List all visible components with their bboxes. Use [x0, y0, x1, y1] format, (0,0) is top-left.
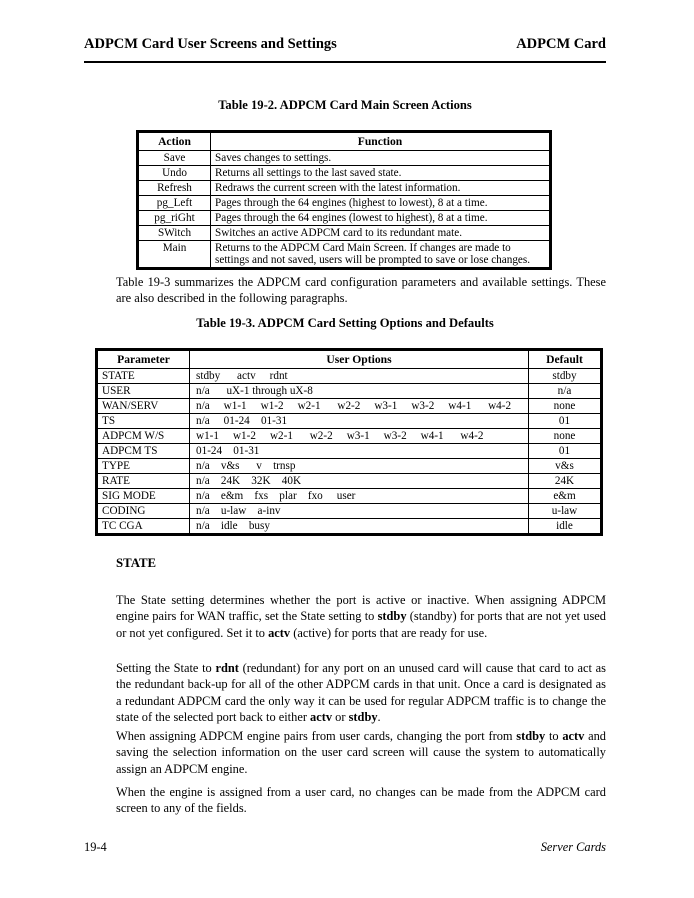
table-row [139, 181, 550, 196]
cell-user-options [190, 429, 529, 444]
column-header-parameter: Parameter [98, 351, 190, 369]
cell-parameter: SIG MODE [98, 489, 190, 504]
state-paragraph-1: The State setting determines whether the port is active or inactive. When assigning ADPCM engine pairs for WAN traffic, set the State setting to stdby (standby) for ports that are not yet used or not yet configured. Set it to actv (active) for ports that are ready for use. [116, 593, 606, 640]
cell-function: Switches an active ADPCM card to its redundant mate. [211, 226, 550, 241]
table-row [139, 226, 550, 241]
options-text: n/a v&s v trnsp [196, 460, 296, 472]
table-row [98, 444, 601, 459]
table-row [98, 459, 601, 474]
cell-parameter: ADPCM W/S [98, 429, 190, 444]
table-row [98, 384, 601, 399]
cell-function: Redraws the current screen with the latest information. [211, 181, 550, 196]
options-text: 01-24 01-31 [196, 445, 260, 457]
cell-parameter: STATE [98, 369, 190, 384]
actions-table [138, 132, 550, 268]
cell-function: Pages through the 64 engines (lowest to highest), 8 at a time. [211, 211, 550, 226]
cell-parameter: TC CGA [98, 519, 190, 534]
options-text: n/a u-law a-inv [196, 505, 281, 517]
cell-user-options [190, 459, 529, 474]
cell-action: Refresh [139, 181, 211, 196]
intro-paragraph: Table 19-3 summarizes the ADPCM card configuration parameters and available settings. These are also described in the following paragraphs. [116, 275, 606, 306]
column-header-function: Function [211, 133, 550, 151]
cell-parameter: ADPCM TS [98, 444, 190, 459]
cell-user-options [190, 504, 529, 519]
options-text: n/a 01-24 01-31 [196, 415, 288, 427]
state-paragraph-2: Setting the State to rdnt (redundant) for any port on an unused card will cause that card to act as the redundant back-up for all of the other ADPCM cards in that unit. Once a card is designated as a redundant ADPCM card the only way it can be used for regular ADPCM traffic is to change the state of the selected port back to either actv or stdby. [116, 661, 606, 725]
table-19-2-actions [136, 130, 552, 270]
footer-section-name: Server Cards [540, 840, 606, 854]
cell-user-options [190, 399, 529, 414]
header-left-title: ADPCM Card User Screens and Settings [84, 36, 337, 52]
table-row [139, 196, 550, 211]
column-header-default: Default [529, 351, 601, 369]
cell-parameter: USER [98, 384, 190, 399]
cell-user-options [190, 474, 529, 489]
table-19-3-caption: Table 19-3. ADPCM Card Setting Options and Defaults [196, 316, 494, 330]
cell-default: n/a [529, 384, 601, 399]
table-row [98, 414, 601, 429]
cell-function: Returns to the ADPCM Card Main Screen. If changes are made to settings and not saved, users will be prompted to save or lose changes. [211, 241, 550, 268]
cell-user-options [190, 414, 529, 429]
options-text: n/a uX-1 through uX-8 [196, 385, 313, 397]
cell-user-options [190, 519, 529, 534]
page-header [84, 36, 606, 53]
cell-default: v&s [529, 459, 601, 474]
cell-default: idle [529, 519, 601, 534]
cell-user-options [190, 369, 529, 384]
cell-default: 01 [529, 414, 601, 429]
cell-action: SWitch [139, 226, 211, 241]
table-row [139, 151, 550, 166]
table-19-3-settings [95, 348, 603, 536]
cell-action: pg_riGht [139, 211, 211, 226]
cell-parameter: CODING [98, 504, 190, 519]
cell-function: Pages through the 64 engines (highest to lowest), 8 at a time. [211, 196, 550, 211]
cell-default: none [529, 429, 601, 444]
table-row [98, 429, 601, 444]
cell-function: Returns all settings to the last saved state. [211, 166, 550, 181]
header-right-title: ADPCM Card [516, 36, 606, 52]
options-text: stdby actv rdnt [196, 370, 288, 382]
table-row [98, 399, 601, 414]
table-row [98, 504, 601, 519]
cell-action: pg_Left [139, 196, 211, 211]
cell-default: 01 [529, 444, 601, 459]
table-19-2-caption: Table 19-2. ADPCM Card Main Screen Actions [218, 98, 472, 112]
cell-default: e&m [529, 489, 601, 504]
state-paragraph-3: When assigning ADPCM engine pairs from user cards, changing the port from stdby to actv and saving the selection information on the user card screen will cause the system to automatically assign an ADPCM engine. [116, 729, 606, 776]
options-text: w1-1 w1-2 w2-1 w2-2 w3-1 w3-2 w4-1 w4-2 [196, 430, 484, 442]
table-row [98, 369, 601, 384]
page-footer [84, 840, 606, 855]
table-header-row [139, 133, 550, 151]
table-row [98, 489, 601, 504]
cell-parameter: WAN/SERV [98, 399, 190, 414]
options-text: n/a e&m fxs plar fxo user [196, 490, 356, 502]
settings-table [97, 350, 601, 534]
cell-action: Undo [139, 166, 211, 181]
table-row [139, 166, 550, 181]
options-text: n/a w1-1 w1-2 w2-1 w2-2 w3-1 w3-2 w4-1 w4-2 [196, 400, 512, 412]
cell-parameter: TYPE [98, 459, 190, 474]
column-header-user-options: User Options [190, 351, 529, 369]
options-text: n/a 24K 32K 40K [196, 475, 302, 487]
cell-action: Save [139, 151, 211, 166]
cell-default: none [529, 399, 601, 414]
cell-parameter: RATE [98, 474, 190, 489]
cell-default: 24K [529, 474, 601, 489]
cell-parameter: TS [98, 414, 190, 429]
table-row [98, 474, 601, 489]
cell-default: stdby [529, 369, 601, 384]
cell-action: Main [139, 241, 211, 268]
options-text: n/a idle busy [196, 520, 270, 532]
cell-user-options [190, 384, 529, 399]
table-row [139, 241, 550, 268]
cell-function: Saves changes to settings. [211, 151, 550, 166]
cell-default: u-law [529, 504, 601, 519]
table-row [139, 211, 550, 226]
footer-page-number: 19-4 [84, 840, 107, 854]
header-divider [84, 61, 606, 63]
cell-user-options [190, 489, 529, 504]
table-header-row [98, 351, 601, 369]
column-header-action: Action [139, 133, 211, 151]
table-row [98, 519, 601, 534]
section-heading-state: STATE [116, 556, 157, 570]
state-paragraph-4: When the engine is assigned from a user card, no changes can be made from the ADPCM card screen to any of the fields. [116, 785, 606, 816]
cell-user-options [190, 444, 529, 459]
